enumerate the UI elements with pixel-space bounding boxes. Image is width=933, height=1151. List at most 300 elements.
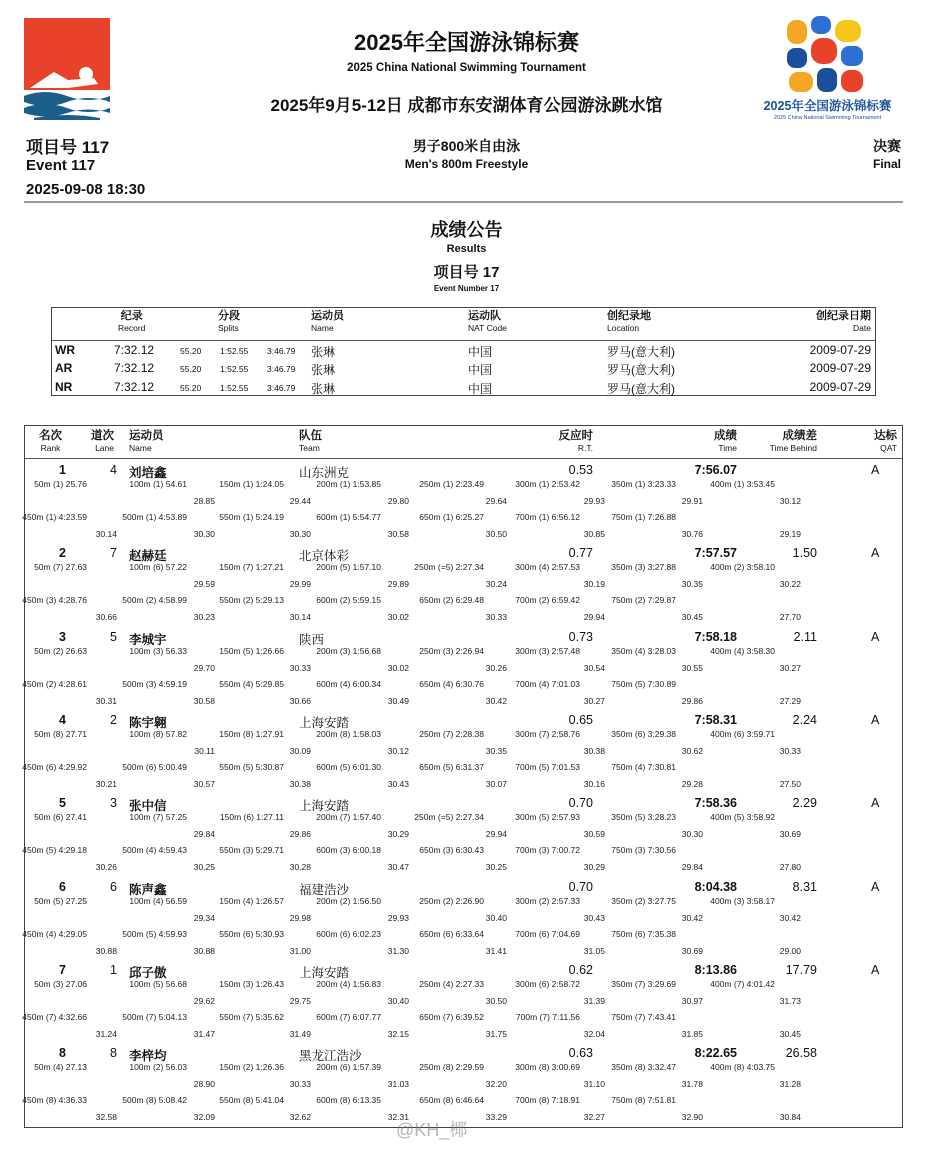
split-cumulative: 50m (4) 27.13	[34, 1062, 87, 1073]
split-lap: 31.03	[387, 1079, 409, 1090]
split-lap: 32.31	[387, 1112, 409, 1123]
athlete-qat: A	[871, 879, 880, 894]
athlete-rank: 1	[59, 463, 66, 477]
split-lap: 30.76	[681, 529, 703, 539]
split-cumulative: 250m (1) 2:23.49	[419, 479, 484, 489]
records-table	[51, 307, 876, 396]
logo-text-en: 2025 China National Swimming Tournament	[773, 115, 882, 121]
athlete-name: 陈宇翱	[129, 715, 167, 730]
split-cumulative: 250m (7) 2:28.38	[419, 728, 484, 739]
event-number-sub-en: Event Number 17	[433, 284, 500, 293]
athlete-name: 邱子傲	[129, 965, 167, 980]
split-cumulative: 750m (4) 7:30.81	[611, 761, 676, 772]
split-lap: 30.24	[485, 579, 507, 590]
venue-date: 2025年9月5-12日 成都市东安湖体育公园游泳跳水馆	[270, 96, 663, 115]
split-cumulative: 50m (3) 27.06	[34, 978, 87, 989]
split-cumulative: 600m (5) 6:01.30	[316, 761, 381, 772]
split-cumulative: 150m (4) 1:26.57	[219, 895, 284, 906]
split-cumulative: 450m (7) 4:32.66	[22, 1011, 87, 1022]
split-cumulative: 750m (8) 7:51.81	[611, 1095, 676, 1106]
split-cumulative: 300m (8) 3:00.69	[515, 1062, 580, 1073]
split-lap: 30.47	[387, 862, 409, 873]
athlete-lane: 7	[110, 546, 117, 561]
split-cumulative: 550m (3) 5:29.71	[219, 845, 284, 856]
split-cumulative: 100m (1) 54.61	[129, 479, 187, 489]
athlete-qat: A	[871, 463, 880, 477]
split-lap: 30.69	[779, 829, 801, 840]
rec-header-nat: 运动队 NAT Code	[468, 310, 507, 333]
split-lap: 31.30	[387, 945, 409, 956]
split-lap: 30.11	[194, 745, 215, 756]
split-lap: 27.50	[779, 778, 801, 789]
res-header-name: 运动员 Name	[129, 430, 164, 453]
split-lap: 32.04	[583, 1028, 605, 1039]
split-lap: 30.55	[681, 662, 703, 673]
res-header-team: 队伍 Team	[299, 430, 322, 453]
athlete-time: 7:58.18	[694, 629, 737, 644]
event-name-cn: 男子800米自由泳	[412, 138, 521, 154]
split-lap: 31.41	[485, 945, 507, 956]
record-split-1: 55.20	[180, 383, 202, 393]
athlete-rt: 0.77	[568, 546, 593, 561]
athlete-lane: 5	[110, 629, 117, 644]
split-cumulative: 200m (1) 1:53.85	[316, 479, 381, 489]
athlete-rank: 3	[59, 629, 66, 644]
event-number-sub-cn: 项目号 17	[433, 264, 500, 281]
split-lap: 30.23	[193, 612, 215, 623]
split-lap: 29.86	[681, 695, 703, 706]
split-cumulative: 600m (8) 6:13.35	[316, 1095, 381, 1106]
split-lap: 30.26	[485, 662, 507, 673]
split-lap: 29.84	[193, 829, 215, 840]
split-cumulative: 400m (5) 3:58.92	[710, 812, 775, 823]
split-cumulative: 750m (5) 7:30.89	[611, 678, 676, 689]
split-lap: 29.70	[193, 662, 215, 673]
split-cumulative: 750m (2) 7:29.87	[611, 595, 676, 606]
record-split-2: 1:52.55	[220, 346, 249, 356]
split-lap: 29.94	[583, 612, 605, 623]
athlete-time-behind: 2.11	[793, 629, 817, 644]
rec-header-date: 创纪录日期 Date	[816, 310, 871, 333]
athlete-time: 7:58.36	[694, 796, 737, 811]
split-cumulative: 50m (7) 27.63	[34, 562, 87, 573]
record-type: AR	[55, 361, 73, 375]
rec-header-name: 运动员 Name	[311, 310, 344, 333]
split-cumulative: 400m (4) 3:58.30	[710, 645, 775, 656]
rec-header-record: 纪录 Record	[118, 310, 146, 333]
split-cumulative: 500m (7) 5:04.13	[122, 1011, 187, 1022]
rec-header-location: 创纪录地 Location	[607, 310, 651, 333]
record-holder: 张琳	[311, 345, 336, 359]
split-lap: 29.89	[387, 579, 409, 590]
split-cumulative: 250m (4) 2:27.33	[419, 978, 484, 989]
athlete-time-behind: 1.50	[792, 546, 817, 561]
athlete-rt: 0.62	[568, 962, 593, 977]
event-datetime: 2025-09-08 18:30	[26, 181, 146, 198]
split-lap: 27.80	[779, 862, 801, 873]
split-lap: 30.88	[193, 945, 215, 956]
split-cumulative: 700m (8) 7:18.91	[515, 1095, 580, 1106]
athlete-name: 李梓均	[129, 1049, 167, 1064]
split-cumulative: 550m (5) 5:30.87	[219, 761, 284, 772]
record-row	[52, 361, 875, 380]
split-cumulative: 300m (1) 2:53.42	[515, 479, 580, 489]
tournament-title-cn: 2025年全国游泳锦标赛	[354, 30, 579, 55]
split-cumulative: 550m (6) 5:30.93	[219, 928, 284, 939]
split-lap: 30.40	[387, 995, 409, 1006]
split-cumulative: 500m (4) 4:59.43	[122, 845, 187, 856]
split-lap: 31.28	[779, 1079, 801, 1090]
split-lap: 30.35	[681, 579, 703, 590]
athlete-name: 李城宇	[129, 632, 167, 647]
rec-header-splits: 分段 Splits	[218, 310, 240, 333]
split-lap: 30.84	[779, 1112, 801, 1123]
athlete-rank: 6	[59, 879, 66, 894]
split-lap: 30.33	[289, 662, 311, 673]
split-lap: 30.50	[485, 529, 507, 539]
split-lap: 30.85	[583, 529, 605, 539]
split-cumulative: 650m (1) 6:25.27	[419, 512, 484, 522]
split-cumulative: 600m (3) 6:00.18	[316, 845, 381, 856]
athlete-qat: A	[871, 962, 880, 977]
split-lap: 29.34	[193, 912, 215, 923]
split-cumulative: 200m (2) 1:56.50	[316, 895, 381, 906]
athlete-rt: 0.73	[568, 629, 593, 644]
split-lap: 30.42	[485, 695, 507, 706]
split-cumulative: 600m (1) 5:54.77	[316, 512, 381, 522]
record-row	[52, 380, 875, 399]
split-lap: 30.35	[485, 745, 507, 756]
split-lap: 30.31	[95, 695, 117, 706]
split-cumulative: 100m (6) 57.22	[129, 562, 187, 573]
res-header-time: 成绩 Time	[714, 430, 737, 453]
split-lap: 30.49	[387, 695, 409, 706]
split-lap: 29.80	[387, 496, 409, 506]
athlete-rt: 0.53	[568, 463, 593, 477]
split-cumulative: 700m (7) 7:11.56	[515, 1011, 580, 1022]
split-lap: 31.75	[485, 1028, 507, 1039]
athlete-team: 上海安踏	[299, 715, 350, 730]
split-cumulative: 350m (3) 3:27.88	[611, 562, 676, 573]
split-lap: 31.39	[583, 995, 605, 1006]
split-lap: 31.05	[583, 945, 605, 956]
split-lap: 30.66	[289, 695, 311, 706]
split-lap: 30.58	[193, 695, 215, 706]
split-cumulative: 350m (1) 3:23.33	[611, 479, 676, 489]
split-cumulative: 600m (4) 6:00.34	[316, 678, 381, 689]
record-location: 罗马(意大利)	[607, 363, 675, 377]
split-cumulative: 700m (2) 6:59.42	[515, 595, 580, 606]
tournament-logo	[787, 16, 867, 94]
split-cumulative: 200m (6) 1:57.39	[316, 1062, 381, 1073]
swimmer-logo	[24, 18, 110, 120]
athlete-time: 7:57.57	[694, 546, 737, 561]
split-cumulative: 450m (2) 4:28.61	[22, 678, 87, 689]
record-nat: 中国	[468, 345, 493, 359]
athlete-team: 上海安踏	[299, 799, 350, 814]
athlete-lane: 6	[110, 879, 117, 894]
records-header-divider	[52, 340, 875, 341]
record-split-3: 3:46.79	[267, 364, 296, 374]
split-cumulative: 100m (5) 56.68	[129, 978, 187, 989]
split-lap: 30.29	[387, 829, 409, 840]
split-cumulative: 250m (8) 2:29.59	[419, 1062, 484, 1073]
split-lap: 30.27	[779, 662, 801, 673]
record-date: 2009-07-29	[809, 380, 871, 394]
athlete-result	[22, 879, 902, 964]
athlete-team: 福建浩沙	[299, 882, 350, 897]
split-cumulative: 300m (3) 2:57.48	[515, 645, 580, 656]
split-lap: 30.19	[583, 579, 605, 590]
record-holder: 张琳	[311, 382, 336, 396]
split-lap: 30.07	[485, 778, 507, 789]
split-cumulative: 350m (8) 3:32.47	[611, 1062, 676, 1073]
record-time: 7:32.12	[114, 361, 155, 375]
split-lap: 30.54	[583, 662, 605, 673]
record-split-2: 1:52.55	[220, 364, 249, 374]
athlete-time-behind: 2.29	[792, 796, 817, 811]
split-lap: 27.29	[779, 695, 801, 706]
split-lap: 29.86	[289, 829, 311, 840]
split-cumulative: 100m (3) 56.33	[129, 645, 187, 656]
athlete-rank: 5	[59, 796, 66, 811]
record-date: 2009-07-29	[809, 361, 871, 375]
split-lap: 29.99	[289, 579, 311, 590]
split-cumulative: 500m (6) 5:00.49	[122, 761, 187, 772]
split-lap: 30.62	[681, 745, 703, 756]
res-header-lane: 道次 Lane	[91, 430, 114, 453]
split-lap: 30.38	[289, 778, 311, 789]
athlete-lane: 2	[110, 712, 117, 727]
split-cumulative: 600m (2) 5:59.15	[316, 595, 381, 606]
split-lap: 30.29	[583, 862, 605, 873]
split-lap: 32.15	[387, 1028, 409, 1039]
athlete-qat: A	[871, 712, 880, 727]
split-cumulative: 500m (3) 4:59.19	[122, 678, 187, 689]
split-cumulative: 150m (1) 1:24.05	[219, 479, 284, 489]
split-cumulative: 50m (6) 27.41	[34, 812, 87, 823]
split-cumulative: 350m (2) 3:27.75	[611, 895, 676, 906]
split-cumulative: 300m (5) 2:57.93	[515, 812, 580, 823]
watermark: @KH_椰	[396, 1120, 468, 1140]
res-header-behind: 成绩差 Time Behind	[769, 430, 817, 453]
split-cumulative: 150m (2) 1:26.36	[219, 1062, 284, 1073]
split-lap: 29.93	[583, 496, 605, 506]
tournament-title-en: 2025 China National Swimming Tournament	[347, 62, 586, 74]
split-lap: 30.12	[387, 745, 409, 756]
split-cumulative: 350m (4) 3:28.03	[611, 645, 676, 656]
athlete-qat: A	[871, 796, 880, 811]
split-lap: 29.75	[289, 995, 311, 1006]
split-lap: 30.27	[583, 695, 605, 706]
split-lap: 29.84	[681, 862, 703, 873]
split-cumulative: 150m (8) 1:27.91	[219, 728, 284, 739]
split-lap: 30.88	[95, 945, 117, 956]
record-nat: 中国	[468, 363, 493, 377]
athlete-result	[22, 629, 902, 714]
split-lap: 31.10	[583, 1079, 605, 1090]
athlete-rt: 0.63	[568, 1046, 593, 1061]
split-cumulative: 100m (7) 57.25	[129, 812, 187, 823]
split-lap: 30.69	[681, 945, 703, 956]
split-cumulative: 50m (2) 26.63	[34, 645, 87, 656]
split-cumulative: 400m (8) 4:03.75	[710, 1062, 775, 1073]
split-lap: 30.38	[583, 745, 605, 756]
split-cumulative: 50m (8) 27.71	[34, 728, 87, 739]
athlete-rank: 7	[59, 962, 66, 977]
split-cumulative: 350m (6) 3:29.38	[611, 728, 676, 739]
split-lap: 30.12	[779, 496, 801, 506]
split-cumulative: 300m (2) 2:57.33	[515, 895, 580, 906]
split-lap: 32.27	[583, 1112, 605, 1123]
results-title-en: Results	[446, 243, 487, 255]
split-lap: 30.16	[583, 778, 605, 789]
split-cumulative: 200m (5) 1:57.10	[316, 562, 381, 573]
split-lap: 30.25	[485, 862, 507, 873]
header-divider	[24, 201, 903, 203]
split-cumulative: 100m (4) 56.59	[129, 895, 187, 906]
split-lap: 30.50	[485, 995, 507, 1006]
split-cumulative: 100m (2) 56.03	[129, 1062, 187, 1073]
record-location: 罗马(意大利)	[607, 382, 675, 396]
split-cumulative: 250m (3) 2:26.94	[419, 645, 484, 656]
split-lap: 30.42	[681, 912, 703, 923]
record-holder: 张琳	[311, 363, 336, 377]
event-phase-en: Final	[872, 157, 901, 171]
split-lap: 31.85	[681, 1028, 703, 1039]
split-cumulative: 350m (7) 3:29.69	[611, 978, 676, 989]
record-split-1: 55.20	[180, 346, 202, 356]
record-split-3: 3:46.79	[267, 346, 296, 356]
split-lap: 30.40	[485, 912, 507, 923]
split-cumulative: 300m (6) 2:58.72	[515, 978, 580, 989]
record-type: NR	[55, 380, 73, 394]
athlete-qat: A	[871, 546, 880, 561]
split-cumulative: 50m (1) 25.76	[34, 479, 87, 489]
split-lap: 30.09	[289, 745, 311, 756]
record-row	[52, 343, 875, 362]
split-cumulative: 200m (3) 1:56.68	[316, 645, 381, 656]
athlete-lane: 8	[110, 1046, 117, 1061]
split-lap: 30.02	[387, 662, 409, 673]
split-cumulative: 650m (6) 6:33.64	[419, 928, 484, 939]
split-cumulative: 250m (=5) 2:27.34	[414, 812, 484, 823]
split-cumulative: 650m (2) 6:29.48	[419, 595, 484, 606]
split-cumulative: 550m (2) 5:29.13	[219, 595, 284, 606]
res-header-rt: 反应时 R.T.	[558, 430, 593, 453]
split-cumulative: 550m (4) 5:29.85	[219, 678, 284, 689]
split-cumulative: 150m (5) 1:26.66	[219, 645, 284, 656]
split-cumulative: 700m (6) 7:04.69	[515, 928, 580, 939]
split-lap: 30.43	[387, 778, 409, 789]
athlete-result	[22, 796, 902, 880]
split-lap: 33.29	[485, 1112, 507, 1123]
split-lap: 30.22	[779, 579, 801, 590]
results-table	[24, 425, 903, 1128]
split-lap: 30.66	[95, 612, 117, 623]
split-cumulative: 650m (5) 6:31.37	[419, 761, 484, 772]
split-cumulative: 300m (7) 2:58.76	[515, 728, 580, 739]
split-cumulative: 150m (6) 1:27.11	[219, 812, 284, 823]
split-cumulative: 250m (2) 2:26.90	[419, 895, 484, 906]
split-cumulative: 650m (3) 6:30.43	[419, 845, 484, 856]
split-lap: 32.58	[95, 1112, 117, 1123]
split-cumulative: 250m (=5) 2:27.34	[414, 562, 484, 573]
split-lap: 30.45	[681, 612, 703, 623]
split-lap: 30.42	[779, 912, 801, 923]
split-lap: 30.14	[289, 612, 311, 623]
split-lap: 30.25	[193, 862, 215, 873]
split-cumulative: 400m (7) 4:01.42	[710, 978, 775, 989]
split-cumulative: 400m (6) 3:59.71	[710, 728, 775, 739]
athlete-name: 张中信	[129, 799, 167, 814]
split-lap: 32.09	[193, 1112, 215, 1123]
athlete-team: 黑龙江浩沙	[299, 1049, 362, 1064]
record-split-2: 1:52.55	[220, 383, 249, 393]
split-cumulative: 600m (6) 6:02.23	[316, 928, 381, 939]
split-cumulative: 450m (5) 4:29.18	[22, 845, 87, 856]
athlete-team: 上海安踏	[299, 965, 350, 980]
split-lap: 30.30	[289, 529, 311, 539]
split-lap: 30.14	[95, 529, 117, 539]
split-cumulative: 500m (5) 4:59.93	[122, 928, 187, 939]
split-cumulative: 700m (1) 6:56.12	[515, 512, 580, 522]
split-cumulative: 150m (3) 1:26.43	[219, 978, 284, 989]
split-cumulative: 450m (1) 4:23.59	[22, 512, 87, 522]
athlete-rt: 0.65	[568, 712, 593, 727]
split-lap: 29.94	[485, 829, 507, 840]
split-cumulative: 650m (4) 6:30.76	[419, 678, 484, 689]
split-lap: 30.02	[387, 612, 409, 623]
athlete-qat: A	[871, 629, 880, 644]
split-cumulative: 150m (7) 1:27.21	[219, 562, 284, 573]
split-lap: 30.57	[193, 778, 215, 789]
athlete-lane: 1	[110, 962, 117, 977]
split-cumulative: 200m (4) 1:56.83	[316, 978, 381, 989]
event-name-en: Men's 800m Freestyle	[404, 157, 529, 171]
split-cumulative: 450m (6) 4:29.92	[22, 761, 87, 772]
logo-text-cn: 2025年全国游泳锦标赛	[763, 99, 892, 113]
athlete-result	[22, 962, 902, 1047]
athlete-name: 赵赫廷	[129, 549, 167, 564]
res-header-qat: 达标 QAT	[874, 430, 897, 453]
split-lap: 32.62	[289, 1112, 311, 1123]
split-cumulative: 750m (1) 7:26.88	[611, 512, 676, 522]
split-lap: 30.97	[681, 995, 703, 1006]
split-cumulative: 750m (6) 7:35.38	[611, 928, 676, 939]
split-cumulative: 550m (7) 5:35.62	[219, 1011, 284, 1022]
athlete-team: 北京体彩	[299, 549, 350, 564]
split-cumulative: 400m (1) 3:53.45	[710, 479, 775, 489]
split-cumulative: 550m (8) 5:41.04	[219, 1095, 284, 1106]
split-lap: 27.70	[779, 612, 801, 623]
athlete-team: 山东洲克	[299, 466, 350, 480]
split-lap: 30.33	[485, 612, 507, 623]
athlete-result	[22, 546, 902, 630]
split-lap: 28.85	[193, 496, 215, 506]
split-cumulative: 600m (7) 6:07.77	[316, 1011, 381, 1022]
split-lap: 30.33	[779, 745, 801, 756]
record-location: 罗马(意大利)	[607, 345, 675, 359]
athlete-result	[22, 463, 902, 547]
split-lap: 31.24	[95, 1028, 117, 1039]
split-lap: 30.58	[387, 529, 409, 539]
record-date: 2009-07-29	[809, 343, 871, 357]
athlete-time: 8:22.65	[694, 1046, 737, 1061]
athlete-time: 8:13.86	[694, 962, 737, 977]
split-lap: 29.93	[387, 912, 409, 923]
split-cumulative: 200m (8) 1:58.03	[316, 728, 381, 739]
